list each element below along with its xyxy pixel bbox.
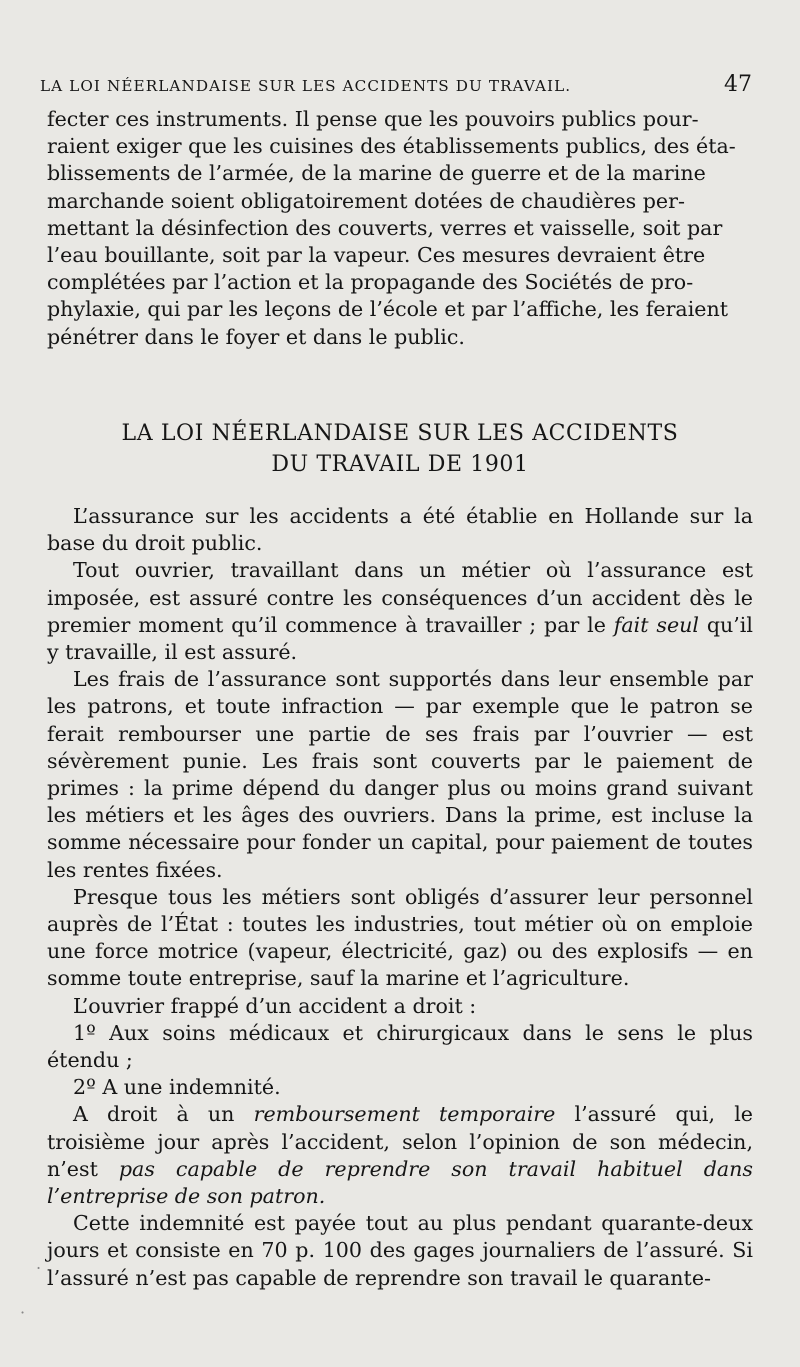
article-body: [47, 503, 753, 1292]
text-line: mettant la désinfection des couverts, verres et vaisselle, soit par: [47, 215, 723, 240]
text-line: phylaxie, qui par les leçons de l’école et par l’affiche, les feraient: [47, 297, 729, 322]
section-heading-line2: DU TRAVAIL DE 1901: [271, 452, 529, 477]
paragraph: Les frais de l’assurance sont supportés dans leur ensemble par les patrons, et toute infraction — par exemple que le patron se ferait rembourser une partie de ses frais par l’ouvrier — est sévèrement punie. Les frais sont couverts par le paiement de primes : la prime dépend du danger plus ou moins grand suivant les métiers et les âges des ouvriers. Dans la prime, est incluse la somme nécessaire pour fonder un capital, pour paiement de toutes les rentes fixées.: [47, 667, 753, 882]
running-header: [40, 72, 752, 97]
running-header-title: LA LOI NÉERLANDAISE SUR LES ACCIDENTS DU TRAVAIL.: [40, 77, 572, 95]
paragraph: Cette indemnité est payée tout au plus pendant quarante-deux jours et consiste en 70 p. 100 des gages journaliers de l’assuré. Si l’assuré n’est pas capable de reprendre son travail le quarante-: [47, 1211, 753, 1290]
list-item: 1º Aux soins médicaux et chirurgicaux dans le sens le plus étendu ;: [47, 1020, 753, 1073]
text-line: marchande soient obligatoirement dotées de chaudières per-: [47, 188, 685, 213]
list-item: 2º A une indemnité.: [73, 1075, 281, 1100]
paragraph: Tout ouvrier, travaillant dans un métier où l’assurance est imposée, est assuré contre les conséquences d’un accident dès le premier moment qu’il commence à travailler ; par le fait seul qu’il y travaille, il est assuré.: [47, 558, 753, 665]
continued-paragraph: [47, 106, 753, 351]
text-line: l’eau bouillante, soit par la vapeur. Ces mesures devraient être: [47, 243, 706, 268]
paragraph: A droit à un remboursement temporaire l’assuré qui, le troisième jour après l’accident, selon l’opinion de son médecin, n’est pas capable de reprendre son travail habituel dans l’entreprise de son patron.: [47, 1102, 754, 1209]
paragraph: Presque tous les métiers sont obligés d’assurer leur personnel auprès de l’État : toutes les industries, tout métier où on emploie une force motrice (vapeur, électricité, gaz) ou des explosifs — en somme toute entreprise, sauf la marine et l’agriculture.: [47, 884, 753, 991]
section-heading-line1: LA LOI NÉERLANDAISE SUR LES ACCIDENTS: [121, 421, 679, 446]
text-line: blissements de l’armée, de la marine de guerre et de la marine: [47, 161, 706, 186]
margin-dot: .: [36, 1254, 42, 1273]
paragraph: L’ouvrier frappé d’un accident a droit :: [73, 993, 477, 1018]
text-line: pénétrer dans le foyer et dans le public.: [47, 324, 465, 349]
section-heading: [60, 418, 740, 480]
page-number: 47: [724, 72, 752, 97]
paragraph: L’assurance sur les accidents a été établie en Hollande sur la base du droit public.: [47, 504, 753, 556]
text-line: raient exiger que les cuisines des établissements publics, des éta-: [47, 134, 736, 159]
text-line: complétées par l’action et la propagande des Sociétés de pro-: [47, 270, 694, 295]
margin-dot: ·: [20, 1303, 26, 1322]
text-line: fecter ces instruments. Il pense que les pouvoirs publics pour-: [47, 107, 699, 131]
